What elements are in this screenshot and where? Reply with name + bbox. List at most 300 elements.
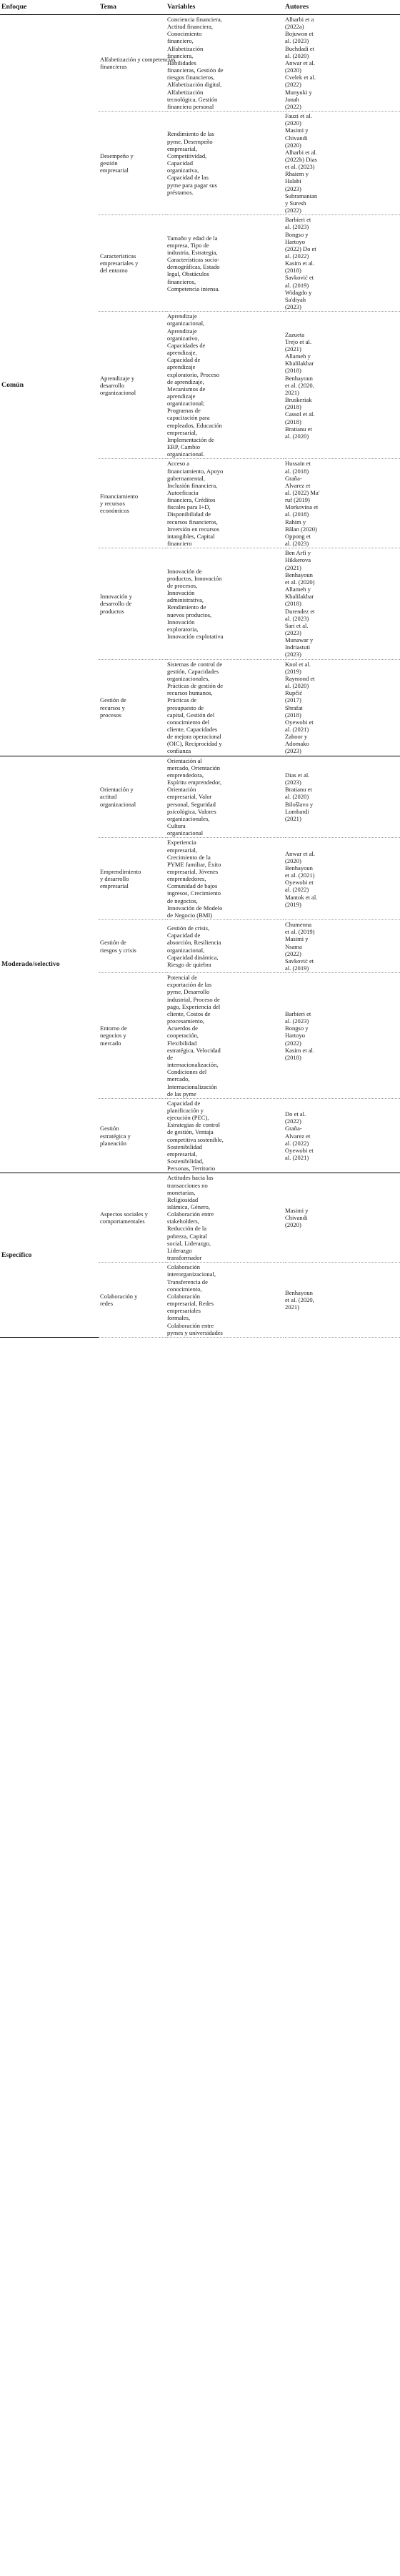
autores-line: (2018) — [285, 1053, 301, 1061]
autores-line: Zahoor y — [285, 733, 308, 741]
variables-line: Gestión de crisis, — [167, 924, 210, 932]
variables-line: empresarial, Redes — [167, 1300, 214, 1308]
autores-line: Halabi — [285, 177, 301, 185]
variables-line: aprendizaje — [167, 392, 196, 400]
tema-line: Características — [100, 252, 136, 260]
autores-line: al. (2022) — [285, 886, 309, 894]
variables-line: Transferencia de — [167, 1278, 208, 1285]
tema-cell — [99, 973, 166, 1099]
tema-cell — [99, 1263, 166, 1338]
autores-line: et al. (2019) — [285, 928, 315, 936]
autores-line: Rhaiem y — [285, 170, 309, 178]
autores-line: Savković et — [285, 957, 314, 964]
tema-line: comportamentales — [100, 1218, 145, 1225]
variables-line: Programas de — [167, 407, 201, 415]
variables-line: conocimiento, — [167, 1285, 202, 1293]
autores-line: (2022) — [285, 949, 301, 957]
variables-line: Innovación de — [167, 567, 202, 575]
autores-line: Nsama — [285, 942, 302, 950]
autores-line: (2022) — [285, 1039, 301, 1047]
variables-line: Conocimiento — [167, 30, 202, 38]
variables-line: planificación y — [167, 1106, 204, 1114]
variables-line: gubernamental, — [167, 474, 205, 482]
autores-line: Bilošlavo y — [285, 800, 314, 808]
autores-line: Hartoyo — [285, 1032, 306, 1040]
tema-line: planeación — [100, 1139, 127, 1147]
variables-line: Capacidad — [167, 159, 194, 167]
variables-line: Aprendizaje — [167, 327, 197, 335]
tema-line: Alfabetización y competencias — [100, 55, 176, 63]
autores-line: et al. (2021) — [285, 872, 315, 879]
variables-line: empresarial, — [167, 846, 197, 854]
variables-line: transformador — [167, 1254, 202, 1262]
variables-line: organizacional. — [167, 450, 205, 458]
autores-line: Barbieri et — [285, 216, 311, 224]
variables-line: procesamiento, — [167, 1017, 204, 1025]
variables-line: Flexibilidad — [167, 1039, 197, 1047]
autores-line: Oyewobi et — [285, 1146, 314, 1154]
variables-line: Colaboración entre — [167, 1321, 214, 1329]
variables-line: ERP, Cambio — [167, 443, 201, 451]
variables-cell — [166, 920, 284, 973]
variables-line: PYME familiar, Éxito — [167, 860, 221, 868]
enfoque-cell: Común — [0, 15, 99, 756]
variables-line: financiamiento, Apoyo — [167, 467, 224, 475]
variables-cell — [166, 756, 284, 838]
autores-line: al. (2023) — [285, 540, 309, 548]
autores-line: Munyuki y — [285, 88, 312, 96]
variables-line: exploratorio, Proceso — [167, 370, 220, 378]
variables-line: organizacional; — [167, 400, 205, 408]
tema-line: empresariales y — [100, 260, 139, 267]
autores-line: Chivandi — [285, 134, 308, 142]
autores-line: (2022a) — [285, 23, 304, 31]
autores-line: Hartoyo — [285, 237, 306, 245]
variables-line: préstamos. — [167, 188, 194, 196]
variables-line: Autoeficacia — [167, 489, 199, 496]
autores-line: Indriastuti — [285, 643, 311, 651]
variables-line: empresarial, Valor — [167, 793, 212, 801]
tema-line: Desempeño y — [100, 152, 134, 159]
table-row — [0, 1173, 400, 1263]
autores-line: al. (2023) — [285, 1017, 309, 1025]
autores-line: al. (2020) — [285, 793, 309, 801]
tema-line: Gestión de — [100, 939, 126, 947]
variables-line: financieras, Gestión de — [167, 66, 224, 74]
variables-line: Experiencia — [167, 839, 196, 847]
autores-cell — [284, 112, 400, 215]
tema-cell — [99, 659, 166, 756]
autores-line: Hikkerova — [285, 556, 311, 564]
autores-line: (2022) — [285, 1117, 301, 1125]
variables-line: Orientación — [167, 786, 196, 794]
variables-cell — [166, 838, 284, 920]
enfoque-cell: Específico — [0, 1173, 99, 1337]
autores-line: Buchdadi et — [285, 44, 315, 52]
autores-line: al. (2018) — [285, 510, 309, 518]
variables-line: Habilidades — [167, 59, 196, 66]
variables-line: intangibles, Capital — [167, 532, 215, 540]
variables-line: Inversión en recursos — [167, 525, 220, 533]
autores-line: Benhayoun — [285, 571, 313, 578]
tema-line: económicos — [100, 507, 129, 515]
variables-line: Religiosidad — [167, 1195, 199, 1203]
variables-line: psicológica, Valores — [167, 807, 216, 815]
variables-line: organizacional, — [167, 320, 205, 327]
autores-line: al. (2018) — [285, 467, 309, 475]
autores-line: Rupčić — [285, 689, 303, 697]
autores-line: (2018) — [285, 711, 301, 719]
variables-line: Comunidad de bajos — [167, 882, 218, 890]
autores-line: Savković et — [285, 274, 314, 282]
autores-line: (2020) — [285, 119, 301, 127]
table-row — [0, 756, 400, 838]
variables-line: financiera personal — [167, 102, 214, 110]
autores-cell — [284, 659, 400, 756]
table-row — [0, 15, 400, 112]
variables-line: Rendimiento de — [167, 603, 206, 611]
autores-line: al. (2020) — [285, 682, 309, 690]
autores-line: (2018) — [285, 267, 301, 275]
tema-cell — [99, 1173, 166, 1263]
variables-line: (OIC), Reciprocidad y — [167, 740, 222, 748]
variables-line: Capacidades de — [167, 341, 206, 349]
tema-line: Aprendizaje y — [100, 374, 135, 382]
autores-line: Morkovina et — [285, 503, 319, 511]
variables-line: riesgos financieros, — [167, 74, 215, 82]
autores-line: Shrafat — [285, 704, 303, 711]
tema-line: Colaboración y — [100, 1292, 138, 1300]
variables-line: nuevos productos, — [167, 611, 212, 618]
variables-line: cliente, Costos de — [167, 1010, 211, 1017]
autores-line: Chumenna — [285, 921, 312, 929]
variables-cell — [166, 1263, 284, 1338]
tema-line: negocios y — [100, 1032, 126, 1040]
variables-line: social, Liderazgo, — [167, 1239, 211, 1247]
header-autores: Autores — [284, 0, 400, 15]
autores-line: Bojuwon et — [285, 30, 314, 38]
header-row — [0, 0, 400, 15]
autores-cell — [284, 312, 400, 459]
autores-cell — [284, 548, 400, 659]
variables-line: gestión, Capacidades — [167, 667, 219, 675]
autores-line: Durendez et — [285, 607, 315, 615]
autores-line: Lombardi — [285, 807, 309, 815]
autores-line: Subramanian — [285, 192, 318, 199]
autores-line: (2022) — [285, 81, 301, 89]
variables-cell — [166, 459, 284, 548]
tema-line: organizacional — [100, 388, 136, 396]
variables-line: capital, Gestión del — [167, 711, 215, 719]
variables-line: empresariales — [167, 1307, 201, 1315]
variables-line: pyme, Desempeño — [167, 137, 213, 145]
autores-line: 2021) — [285, 388, 299, 396]
variables-line: financiera, Créditos — [167, 496, 216, 504]
variables-line: Personas, Territorio — [167, 1165, 216, 1173]
autores-cell — [284, 215, 400, 312]
variables-line: financieros, — [167, 277, 196, 285]
variables-cell — [166, 659, 284, 756]
variables-line: Potencial de — [167, 974, 198, 982]
variables-line: empresarial, — [167, 428, 197, 436]
autores-line: 2021) — [285, 1303, 299, 1311]
variables-line: recursos financieros, — [167, 518, 218, 525]
autores-line: (2018) — [285, 418, 301, 425]
variables-line: fiscales para I+D, — [167, 503, 211, 511]
variables-line: monetarias, — [167, 1188, 196, 1196]
tema-line: recursos y — [100, 704, 125, 711]
variables-line: competitiva sostenible, — [167, 1135, 224, 1143]
variables-line: emprendedores, — [167, 875, 206, 883]
variables-line: conocimiento del — [167, 718, 210, 726]
tema-cell — [99, 112, 166, 215]
tema-line: y recursos — [100, 500, 125, 508]
variables-line: aprendizaje — [167, 363, 196, 371]
autores-line: (2020) — [285, 1221, 301, 1229]
autores-cell — [284, 1173, 400, 1263]
variables-line: recursos humanos, — [167, 689, 213, 697]
variables-line: Sostenibilidad, — [167, 1158, 204, 1165]
tema-line: productos — [100, 607, 124, 615]
autores-cell — [284, 756, 400, 838]
autores-line: (2020) — [285, 141, 301, 149]
autores-cell — [284, 1098, 400, 1173]
variables-line: confianza — [167, 747, 191, 755]
variables-line: Capacidad de — [167, 932, 201, 939]
variables-line: Competencia intensa. — [167, 285, 220, 292]
autores-line: Zazueta — [285, 330, 305, 338]
tema-cell — [99, 215, 166, 312]
variables-line: pobreza, Capital — [167, 1232, 208, 1240]
tema-line: Gestión — [100, 1125, 119, 1132]
autores-line: Bongso y — [285, 230, 309, 238]
tema-cell — [99, 1098, 166, 1173]
autores-line: al. (2019) — [285, 964, 309, 972]
variables-line: Sostenibilidad — [167, 1143, 202, 1150]
variables-line: de procesos, — [167, 581, 198, 589]
autores-line: y Suresh — [285, 199, 306, 207]
autores-line: Oyewobi et — [285, 879, 314, 887]
variables-line: empresarial, Jóvenes — [167, 867, 219, 875]
variables-line: Innovación de Modelo — [167, 904, 223, 912]
variables-line: Riesgo de quiebra — [167, 960, 211, 968]
autores-line: (2021) — [285, 345, 301, 352]
autores-line: (2022b) Dias — [285, 155, 317, 163]
variables-line: exportación de las — [167, 981, 212, 989]
autores-line: (2022) Do et — [285, 245, 316, 252]
autores-line: al. (2021) — [285, 726, 309, 733]
autores-line: (2023) — [285, 303, 301, 311]
variables-line: Capacidad de — [167, 356, 201, 364]
variables-line: Mecanismos de — [167, 385, 206, 393]
autores-line: Jonah — [285, 95, 299, 103]
autores-line: Munawar y — [285, 636, 314, 644]
autores-line: (2023) — [285, 779, 301, 786]
autores-line: Mantok et al. — [285, 893, 318, 901]
tema-cell — [99, 459, 166, 548]
tema-line: desarrollo — [100, 381, 125, 389]
variables-line: pyme para pagar sus — [167, 181, 218, 189]
tema-line: estratégica y — [100, 1132, 131, 1140]
variables-line: mercado, Orientación — [167, 764, 221, 771]
variables-line: capacitación para — [167, 414, 210, 422]
autores-line: Anwar et al. — [285, 59, 316, 66]
autores-line: Bruskeriak — [285, 396, 312, 404]
autores-line: Benhayoun — [285, 374, 313, 382]
autores-line: et al. (2020, — [285, 381, 314, 389]
variables-line: Tamaño y edad de la — [167, 234, 218, 242]
variables-line: interorganizacional, — [167, 1270, 216, 1278]
variables-line: legal, Obstáculos — [167, 270, 209, 278]
variables-line: Prácticas de gestión de — [167, 682, 224, 690]
variables-line: organizacional, — [167, 946, 205, 954]
variables-line: financiero — [167, 540, 192, 548]
variables-line: transacciones no — [167, 1181, 208, 1189]
autores-line: et al. (2020, — [285, 1296, 314, 1303]
autores-line: Sa'diyah — [285, 295, 306, 303]
variables-line: organizacionales, — [167, 674, 210, 682]
autores-line: Benhayoun — [285, 864, 313, 872]
variables-line: pyme, Desarrollo — [167, 988, 210, 996]
variables-cell — [166, 215, 284, 312]
variables-line: Acceso a — [167, 460, 190, 468]
variables-line: personal, Seguridad — [167, 800, 216, 808]
variables-line: organizativo, — [167, 334, 199, 342]
autores-line: ruf (2019) — [285, 496, 310, 504]
variables-line: Alfabetización — [167, 88, 204, 96]
autores-line: al. (2020) — [285, 432, 309, 440]
autores-line: (2022) — [285, 207, 301, 214]
variables-line: ejecución (PEC), — [167, 1114, 209, 1122]
variables-line: Reducción de la — [167, 1225, 207, 1233]
autores-line: Alvarez et — [285, 1132, 311, 1140]
autores-line: Cvelek et al. — [285, 74, 316, 82]
variables-line: de aprendizaje, — [167, 377, 204, 385]
variables-line: Capacidad de las — [167, 174, 209, 182]
variables-line: formales, — [167, 1314, 191, 1322]
variables-line: Colaboración entre — [167, 1210, 214, 1218]
variables-line: cliente, Capacidades — [167, 726, 218, 733]
autores-line: Masimi y — [285, 127, 309, 134]
variables-cell — [166, 112, 284, 215]
variables-line: empresa, Tipo de — [167, 241, 209, 249]
tema-line: empresarial — [100, 167, 129, 174]
autores-line: et al. (2020) — [285, 578, 315, 586]
autores-line: Alvarez et — [285, 481, 311, 489]
autores-line: Benhayoun — [285, 1288, 313, 1296]
autores-line: al. (2020) — [285, 51, 309, 59]
tema-line: Gestión de — [100, 696, 126, 704]
variables-line: Capacidad dinámica, — [167, 953, 219, 961]
variables-line: Sistemas de control de — [167, 660, 223, 668]
tema-line: y desarrollo — [100, 875, 129, 883]
variables-cell — [166, 548, 284, 659]
variables-line: Acuerdos de — [167, 1025, 198, 1032]
variables-line: Condiciones del — [167, 1068, 207, 1076]
variables-line: mercado, — [167, 1075, 190, 1083]
tema-line: procesos — [100, 711, 121, 719]
tema-line: Emprendimiento — [100, 867, 141, 875]
autores-line: Raymond et — [285, 674, 315, 682]
autores-line: Dias et al. — [285, 771, 310, 779]
variables-line: Alfabetización digital, — [167, 81, 222, 89]
header-enfoque: Enfoque — [0, 0, 99, 15]
autores-line: Ben Arfi y — [285, 549, 311, 557]
variables-line: empleados, Educación — [167, 421, 222, 429]
autores-line: Do et al. — [285, 1110, 306, 1118]
autores-line: (2022) — [285, 102, 301, 110]
variables-line: presupuesto de — [167, 704, 204, 711]
table-body — [0, 15, 400, 1338]
variables-line: pymes y universidades — [167, 1328, 223, 1336]
variables-line: productos, Innovación — [167, 574, 222, 582]
header-tema: Tema — [99, 0, 166, 15]
tema-cell — [99, 920, 166, 973]
variables-line: Prácticas de — [167, 696, 197, 704]
variables-line: Capacidad de — [167, 1099, 201, 1107]
variables-line: aprendizaje, — [167, 349, 197, 357]
autores-line: Barbieri et — [285, 1010, 311, 1017]
variables-cell — [166, 1098, 284, 1173]
autores-line: al. (2021) — [285, 1153, 309, 1161]
variables-line: emprendedora, — [167, 771, 204, 779]
variables-line: Cultura — [167, 822, 186, 830]
autores-line: Masimi y — [285, 1207, 309, 1215]
variables-cell — [166, 973, 284, 1099]
autores-line: Masimi y — [285, 935, 309, 943]
variables-line: Conciencia financiera, — [167, 16, 222, 23]
variables-line: Competitividad, — [167, 152, 207, 159]
variables-line: de gestión, Ventaja — [167, 1128, 214, 1136]
variables-line: administrativa, — [167, 596, 204, 604]
variables-line: Inclusión financiera, — [167, 481, 218, 489]
tema-cell — [99, 838, 166, 920]
autores-line: Widagdo y — [285, 288, 312, 296]
autores-line: Trejo et al. — [285, 337, 311, 345]
autores-line: Bratianu et — [285, 425, 312, 433]
variables-line: Innovación — [167, 618, 195, 626]
variables-line: demográficas, Estado — [167, 263, 220, 271]
autores-line: al. (2022) — [285, 252, 309, 260]
autores-line: (2020) — [285, 66, 301, 74]
variables-line: Estrategias de control — [167, 1121, 221, 1129]
variables-line: Liderazgo — [167, 1246, 192, 1254]
tema-line: actitud — [100, 793, 117, 801]
variables-line: Aprendizaje — [167, 312, 197, 320]
autores-line: (2021) — [285, 563, 301, 571]
tema-line: financieras — [100, 63, 127, 71]
variables-line: de las pyme — [167, 1090, 196, 1097]
autores-line: Hussain et — [285, 460, 311, 468]
tema-line: redes — [100, 1300, 114, 1308]
autores-line: Rahim y — [285, 518, 306, 525]
tema-line: Entorno de — [100, 1025, 127, 1032]
autores-line: Oyewobi et — [285, 718, 314, 726]
variables-line: Crecimiento de la — [167, 853, 211, 861]
autores-line: (2023) — [285, 628, 301, 636]
autores-line: (2018) — [285, 600, 301, 608]
variables-line: de Negocio (BMI) — [167, 911, 213, 919]
tema-line: empresarial — [100, 882, 129, 890]
autores-cell — [284, 15, 400, 112]
tema-cell — [99, 756, 166, 838]
autores-line: (2018) — [285, 403, 301, 411]
tema-cell — [99, 15, 176, 112]
tema-line: desarrollo de — [100, 600, 132, 608]
variables-line: exploratoria, — [167, 625, 199, 633]
autores-cell — [284, 973, 400, 1099]
autores-line: (2018) — [285, 367, 301, 375]
